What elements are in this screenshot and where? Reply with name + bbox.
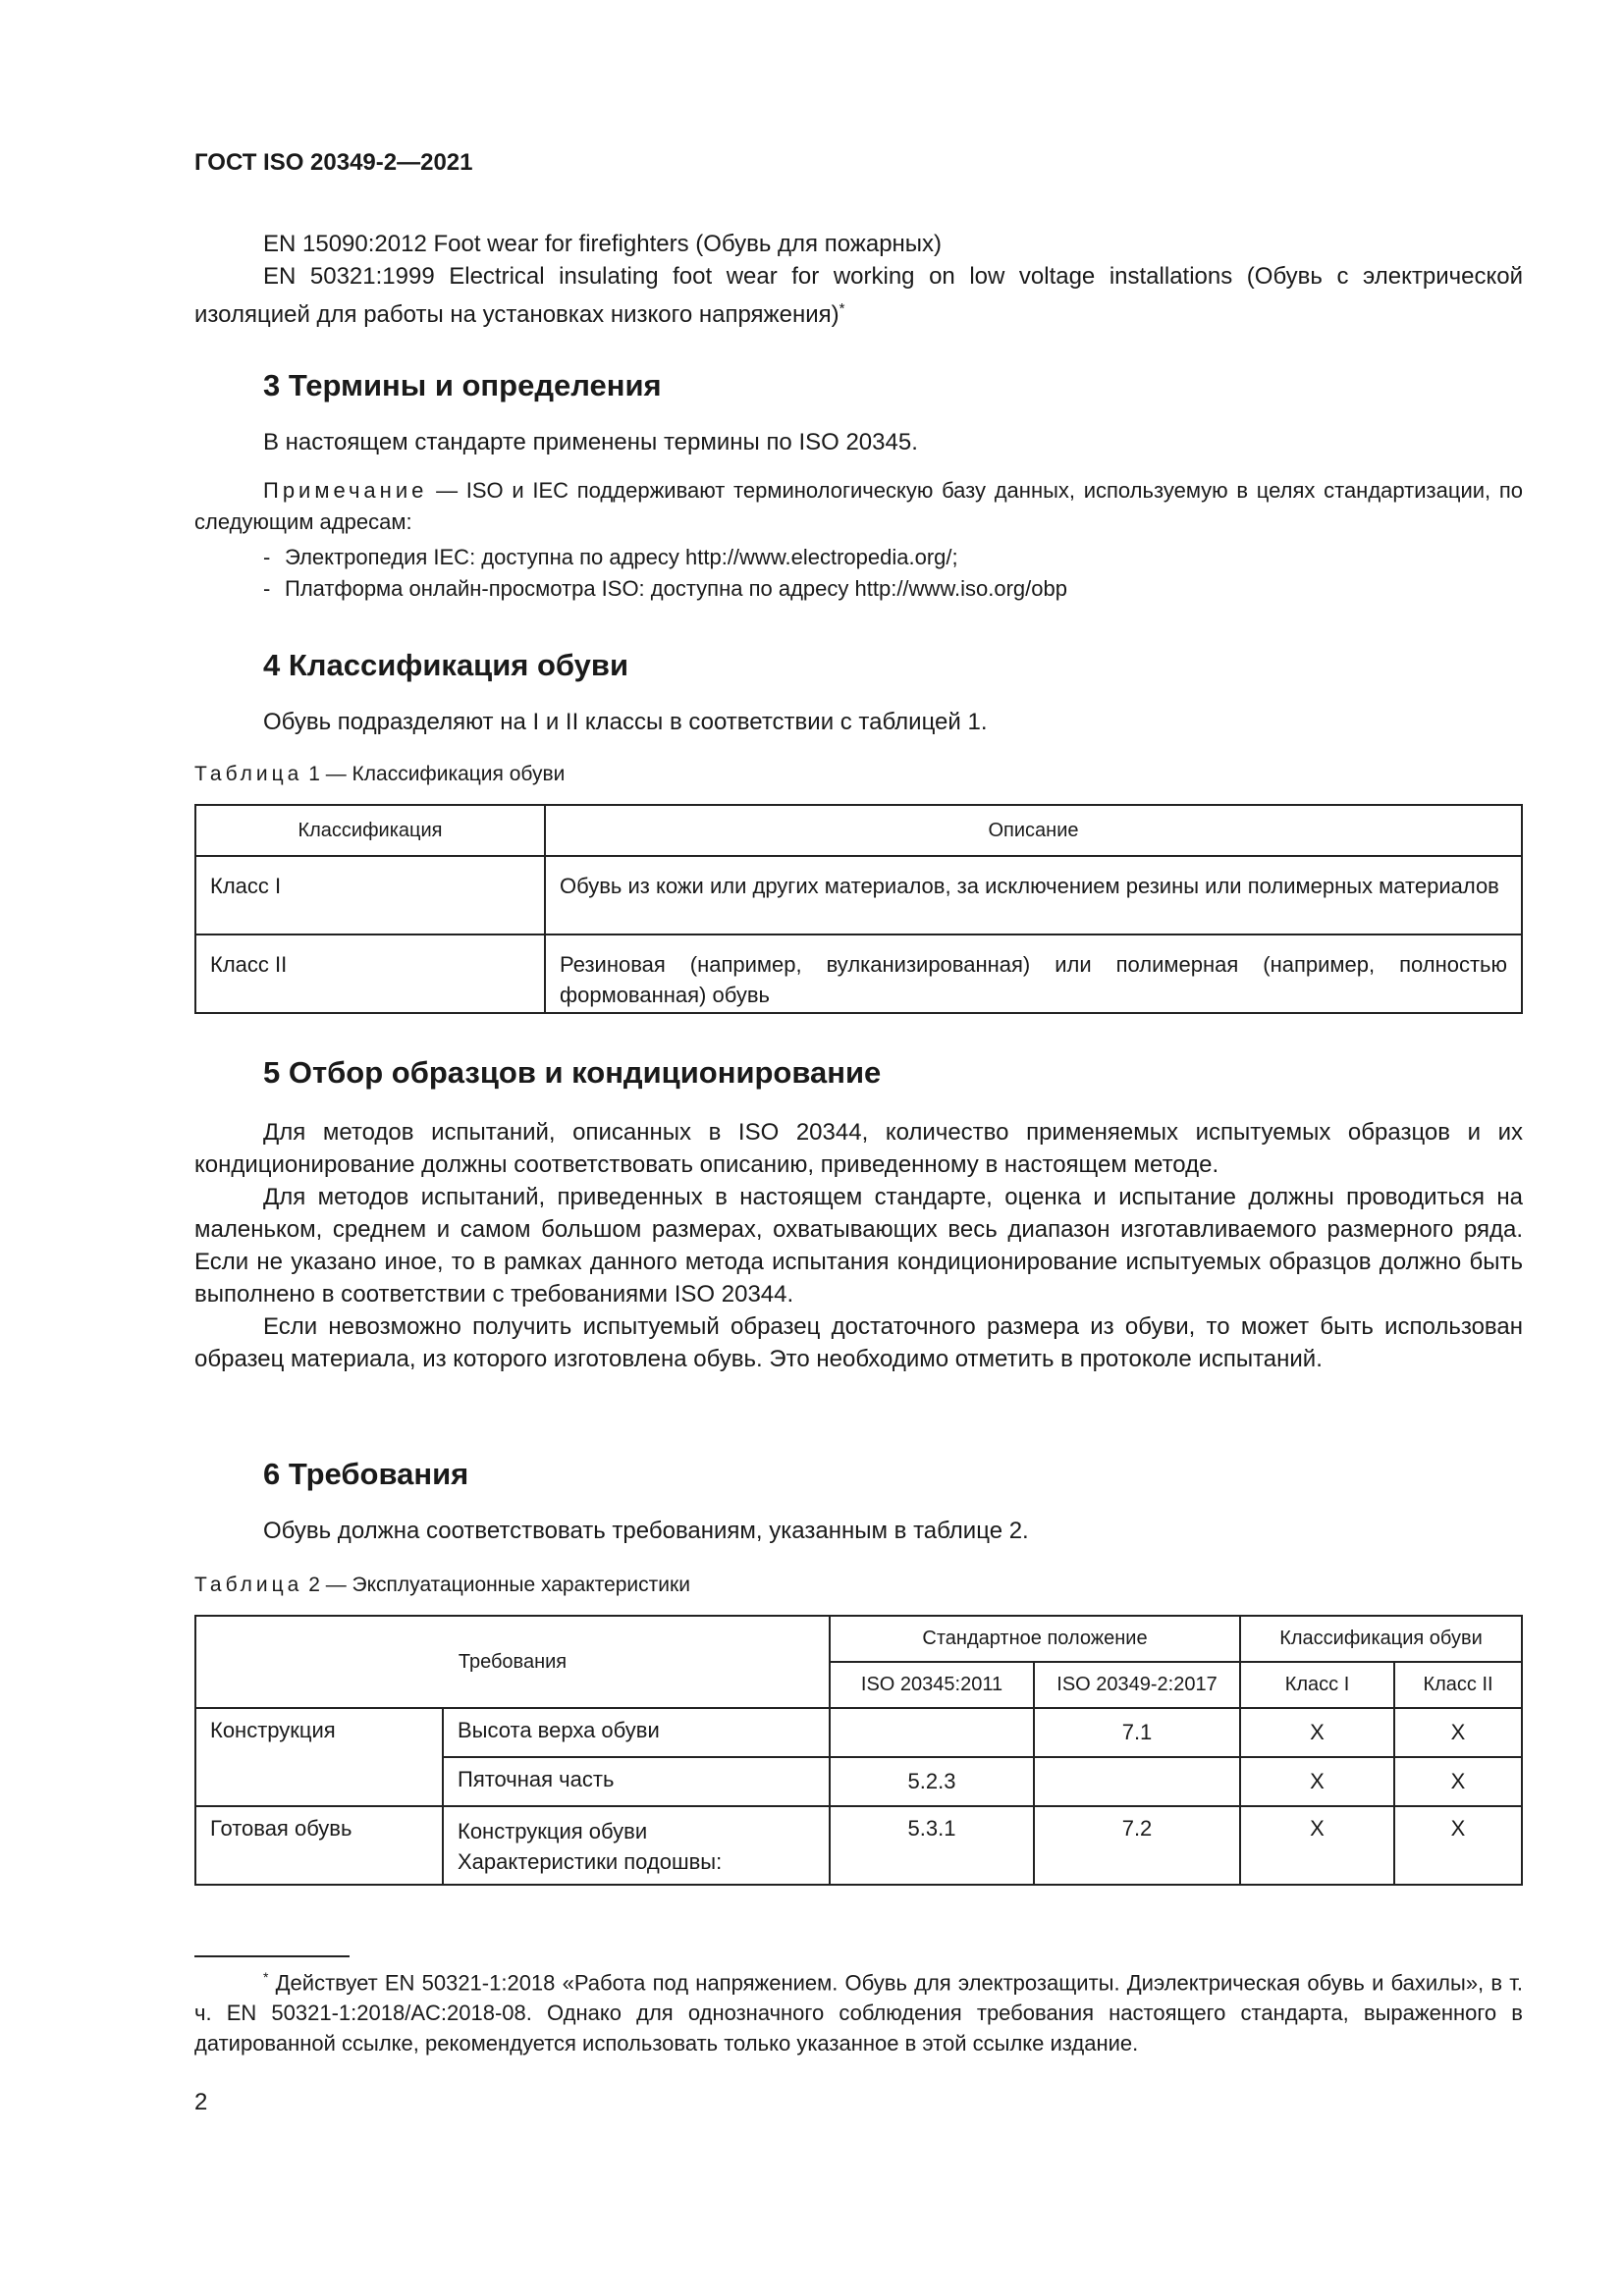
column-header: Требования <box>195 1616 830 1708</box>
class-cell: Класс II <box>195 934 545 1013</box>
note-text: — ISO и IEC поддерживают терминологическую базу данных, используемую в целях стандартизации, по следующим адресам: <box>194 478 1523 534</box>
page-number: 2 <box>194 2089 208 2115</box>
column-header: Класс I <box>1240 1662 1394 1708</box>
table-2-caption: Таблица 2 — Эксплуатационные характеристики <box>194 1574 690 1596</box>
table-header-row <box>195 1616 1522 1662</box>
paragraph: Если невозможно получить испытуемый образец достаточного размера из обуви, то может быть использован образец материала, из которого изготовлена обувь. Это необходимо отметить в протоколе испытаний. <box>194 1313 1523 1372</box>
value-cell: X <box>1240 1806 1394 1885</box>
section-6-text: Обувь должна соответствовать требованиям, указанным в таблице 2. <box>263 1518 1029 1544</box>
value-cell <box>830 1708 1034 1757</box>
value-cell: X <box>1394 1708 1522 1757</box>
section-4-text: Обувь подразделяют на I и II классы в соответствии с таблицей 1. <box>263 709 988 735</box>
terms-note <box>194 475 1523 538</box>
item-cell: Пяточная часть <box>443 1757 830 1806</box>
description-cell: Обувь из кожи или других материалов, за исключением резины или полимерных материалов <box>545 856 1522 934</box>
value-cell: 5.2.3 <box>830 1757 1034 1806</box>
footnote-marker[interactable]: * <box>839 300 845 317</box>
note-label: Примечание <box>263 478 428 503</box>
value-cell: X <box>1240 1708 1394 1757</box>
description-cell: Резиновая (например, вулканизированная) или полимерная (например, полностью формованная) обувь <box>545 934 1522 1013</box>
table-row <box>195 1806 1522 1885</box>
classification-table <box>194 804 1523 1014</box>
item-cell: Конструкция обуви Характеристики подошвы: <box>443 1806 830 1885</box>
class-cell: Класс I <box>195 856 545 934</box>
value-cell: X <box>1394 1806 1522 1885</box>
value-cell: 7.2 <box>1034 1806 1240 1885</box>
section-5-title: 5 Отбор образцов и кондиционирование <box>263 1055 882 1090</box>
table-header-row <box>195 805 1522 856</box>
table-1-caption: Таблица 1 — Классификация обуви <box>194 763 566 785</box>
section-3-title: 3 Термины и определения <box>263 368 662 402</box>
value-cell: X <box>1394 1757 1522 1806</box>
column-header: Класс II <box>1394 1662 1522 1708</box>
value-cell: X <box>1240 1757 1394 1806</box>
section-4-title: 4 Классификация обуви <box>263 648 629 682</box>
bullet-item: - Электропедия IEC: доступна по адресу http://www.electropedia.org/; <box>263 545 958 569</box>
column-header: Описание <box>545 805 1522 856</box>
document-header: ГОСТ ISO 20349-2—2021 <box>194 149 473 176</box>
bullet-item: - Платформа онлайн-просмотра ISO: доступна по адресу http://www.iso.org/obp <box>263 576 1067 601</box>
value-cell: 5.3.1 <box>830 1806 1034 1885</box>
group-cell: Готовая обувь <box>195 1806 443 1885</box>
item-cell: Высота верха обуви <box>443 1708 830 1757</box>
reference-item: EN 50321:1999 Electrical insulating foot wear for working on low voltage installations (Обувь с электрической изоляцией для работы на установках низкого напряжения)* <box>194 263 1523 328</box>
value-cell: 7.1 <box>1034 1708 1240 1757</box>
column-header: ISO 20349-2:2017 <box>1034 1662 1240 1708</box>
table-row <box>195 1708 1522 1757</box>
group-cell: Конструкция <box>195 1708 443 1806</box>
column-header: Классификация <box>195 805 545 856</box>
table-row <box>195 934 1522 1013</box>
section-6-title: 6 Требования <box>263 1457 469 1491</box>
paragraph: Для методов испытаний, описанных в ISO 20344, количество применяемых испытуемых образцов и их кондиционирование должны соответствовать описанию, приведенному в настоящем методе. <box>194 1119 1523 1178</box>
footnote-separator <box>194 1955 350 1957</box>
section-3-text: В настоящем стандарте применены термины по ISO 20345. <box>263 429 918 455</box>
requirements-table <box>194 1615 1523 1886</box>
paragraph: Для методов испытаний, приведенных в настоящем стандарте, оценка и испытание должны проводиться на маленьком, среднем и самом большом размерах, охватывающих весь диапазон изготавливаемого размерного ряда. Если не указано иное, то в рамках данного метода испытания кондиционирование испытуемых образцов должно быть выполнено в соответствии с требованиями ISO 20344. <box>194 1184 1523 1308</box>
column-header: ISO 20345:2011 <box>830 1662 1034 1708</box>
column-header: Классификация обуви <box>1240 1616 1522 1662</box>
table-row <box>195 856 1522 934</box>
column-header: Стандартное положение <box>830 1616 1240 1662</box>
footnote: * Действует EN 50321-1:2018 «Работа под напряжением. Обувь для электрозащиты. Диэлектрическая обувь и бахилы», в т. ч. EN 50321-1:2018/AC:2018-08. Однако для однозначного соблюдения требования настоящего стандарта, выраженного в датированной ссылке, рекомендуется использовать только указанное в этой ссылке издание. <box>194 1969 1523 2056</box>
value-cell <box>1034 1757 1240 1806</box>
reference-item: EN 15090:2012 Foot wear for firefighters (Обувь для пожарных) <box>263 231 943 257</box>
